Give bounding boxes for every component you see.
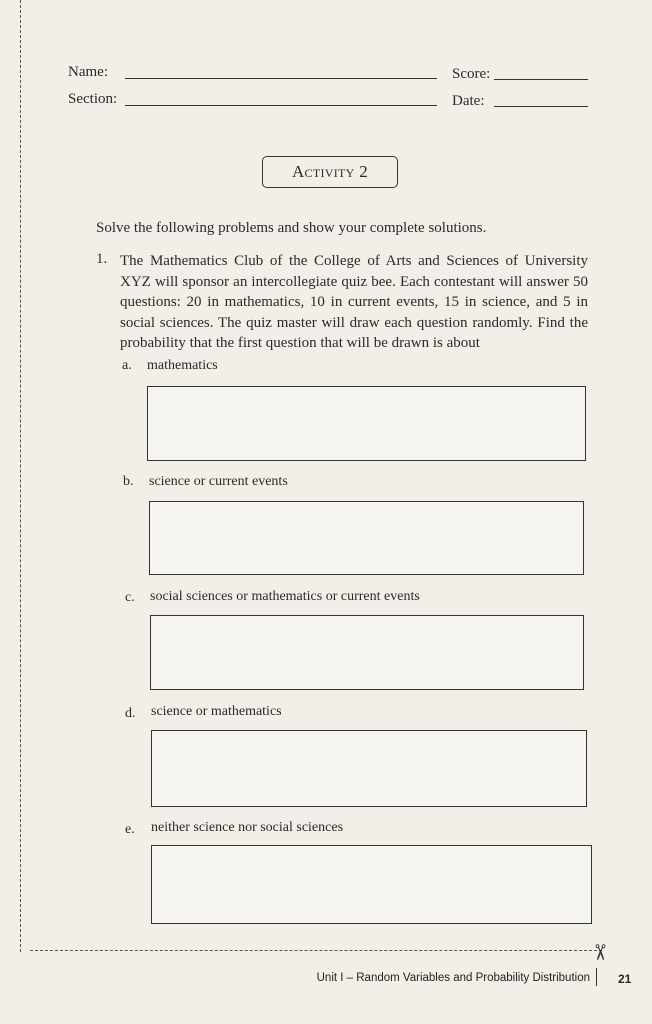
score-label: Score: — [452, 66, 491, 82]
problem-number: 1. — [96, 251, 108, 267]
footer-divider — [596, 968, 597, 986]
answer-box-c[interactable] — [150, 615, 584, 690]
item-letter-e: e. — [125, 822, 135, 837]
answer-box-b[interactable] — [149, 501, 584, 575]
instruction-text: Solve the following problems and show your complete solutions. — [96, 220, 487, 236]
name-field[interactable] — [125, 78, 437, 79]
page-number: 21 — [618, 972, 632, 986]
name-label: Name: — [68, 64, 108, 80]
item-text-e: neither science nor social sciences — [151, 820, 344, 835]
problem-text: The Mathematics Club of the College of Arts and Sciences of University XYZ will sponsor an intercollegiate quiz bee. Each contestant will answer 50 questions: 20 in mathematics, 10 in current events, 15 in science, and 5 in social sciences. The quiz master will draw each question randomly. Find the probability that the first question that will be drawn is about — [120, 253, 588, 351]
item-letter-c: c. — [125, 590, 135, 605]
item-text-c: social sciences or mathematics or current events — [150, 589, 420, 604]
item-letter-a: a. — [122, 358, 132, 373]
item-text-d: science or mathematics — [151, 704, 282, 719]
answer-box-a[interactable] — [147, 386, 586, 461]
date-field[interactable] — [494, 106, 588, 107]
vertical-cut-line — [20, 0, 21, 952]
answer-box-d[interactable] — [151, 730, 587, 807]
answer-box-e[interactable] — [151, 845, 592, 924]
item-letter-d: d. — [125, 706, 136, 721]
score-field[interactable] — [494, 79, 588, 80]
section-label: Section: — [68, 91, 118, 107]
horizontal-cut-line — [30, 950, 602, 951]
date-label: Date: — [452, 93, 485, 109]
item-letter-b: b. — [123, 474, 134, 489]
section-field[interactable] — [125, 105, 437, 106]
item-text-b: science or current events — [149, 474, 288, 489]
activity-title: Activity 2 — [262, 156, 398, 188]
footer-unit-title: Unit I – Random Variables and Probability Distribution — [316, 972, 590, 984]
item-text-a: mathematics — [147, 358, 218, 373]
scissors-icon: ✂ — [586, 943, 612, 962]
